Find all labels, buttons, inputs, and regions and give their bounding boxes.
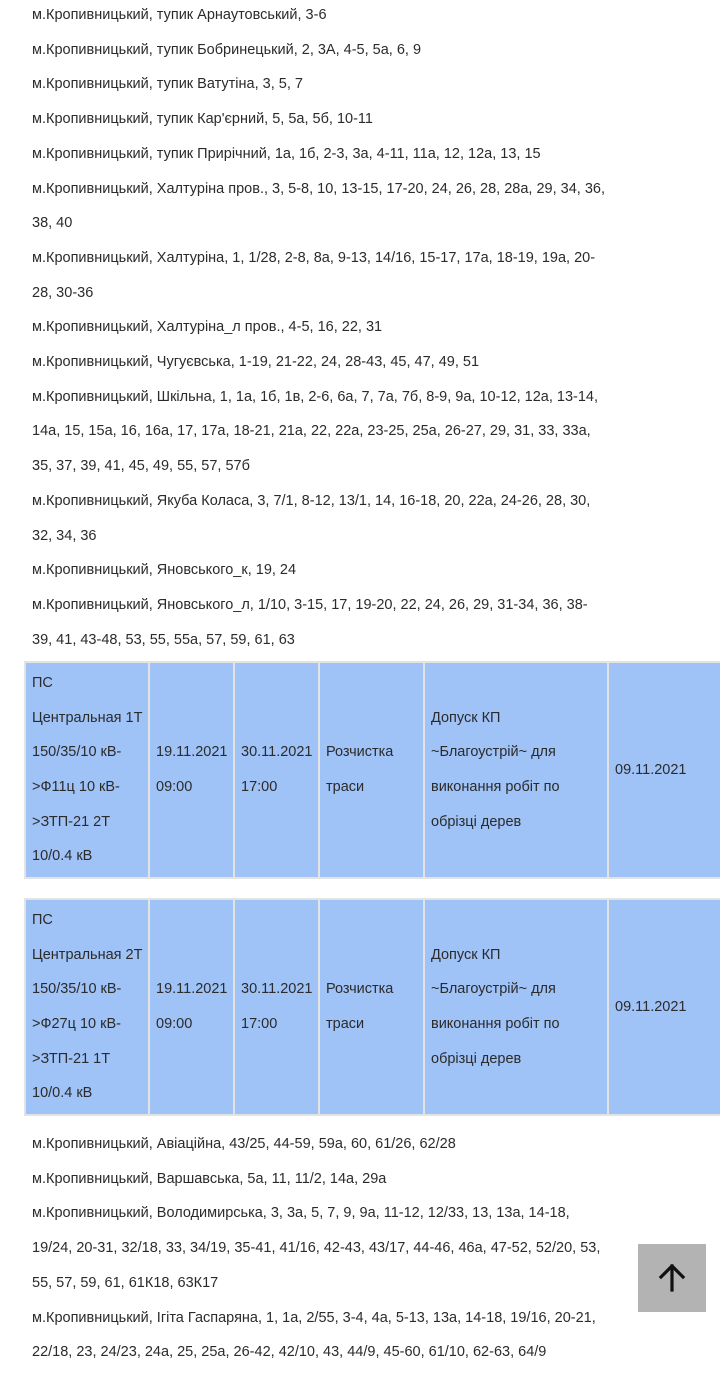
list-item: м.Кропивницький, Яновського_к, 19, 24	[32, 562, 297, 579]
list-item: м.Кропивницький, Шкільна, 1, 1а, 1б, 1в, 2-6, 6а, 7, 7а, 7б, 8-9, 9а, 10-12, 12а, 13-14, 14а, 15, 15а, 16, 16а, 17, 17а, 18-21, 21а, 22, 22а, 23-25, 25а, 26-27, 29, 31, 33, 33а, 35, 37, 39, 41, 45, 49, 55, 57, 57б	[32, 388, 598, 475]
list-item: м.Кропивницький, Ігіта Гаспаряна, 1, 1а, 2/55, 3-4, 4а, 5-13, 13а, 14-18, 19/16, 20-21, 22/18, 23, 24/23, 24а, 25, 25а, 26-42, 42/10, 43, 44/9, 45-60, 61/10, 62-63, 64/9	[32, 1309, 596, 1361]
list-item: м.Кропивницький, Халтуріна, 1, 1/28, 2-8, 8а, 9-13, 14/16, 15-17, 17а, 18-19, 19а, 20-28, 30-36	[32, 249, 596, 301]
arrow-up-icon	[657, 1263, 687, 1293]
address-list-top	[0, 0, 607, 657]
list-item: м.Кропивницький, Чугуєвська, 1-19, 21-22, 24, 28-43, 45, 47, 49, 51	[32, 354, 480, 371]
list-item: м.Кропивницький, тупик Кар'єрний, 5, 5а, 5б, 10-11	[32, 111, 373, 128]
object-cell: ПС Центральная 2Т 150/35/10 кВ- >Ф27ц 10 кВ- >ЗТП-21 1Т 10/0.4 кВ	[24, 898, 148, 1116]
date-cell: 09.11.2021	[607, 898, 720, 1116]
list-item: м.Кропивницький, Халтуріна_л пров., 4-5, 16, 22, 31	[32, 319, 383, 336]
end-cell: 30.11.2021 17:00	[233, 898, 318, 1116]
scroll-to-top-button[interactable]	[638, 1244, 706, 1312]
list-item: м.Кропивницький, Якуба Коласа, 3, 7/1, 8-12, 13/1, 14, 16-18, 20, 22а, 24-26, 28, 30, 32, 34, 36	[32, 492, 591, 544]
list-item: м.Кропивницький, тупик Прирічний, 1а, 1б, 2-3, 3а, 4-11, 11а, 12, 12а, 13, 15	[32, 145, 541, 162]
date-cell: 09.11.2021	[607, 661, 720, 879]
object-cell: ПС Центральная 1Т 150/35/10 кВ- >Ф11ц 10 кВ- >ЗТП-21 2Т 10/0.4 кВ	[24, 661, 148, 879]
note-cell: Допуск КП ~Благоустрій~ для виконання робіт по обрізці дерев	[423, 661, 607, 879]
list-item: м.Кропивницький, Володимирська, 3, 3а, 5, 7, 9, 9а, 11-12, 12/33, 13, 13а, 14-18, 19/24, 20-31, 32/18, 33, 34/19, 35-41, 41/16, 42-43, 43/17, 44-46, 46а, 47-52, 52/20, 53, 55, 57, 59, 61, 61К18, 63К17	[32, 1205, 601, 1291]
end-cell: 30.11.2021 17:00	[233, 661, 318, 879]
list-item: м.Кропивницький, Халтуріна пров., 3, 5-8, 10, 13-15, 17-20, 24, 26, 28, 28а, 29, 34, 36, 38, 40	[32, 180, 605, 232]
start-cell: 19.11.2021 09:00	[148, 661, 233, 879]
list-item: м.Кропивницький, тупик Бобринецький, 2, 3А, 4-5, 5а, 6, 9	[32, 41, 422, 58]
table-row	[24, 661, 720, 879]
list-item: м.Кропивницький, тупик Ватутіна, 3, 5, 7	[32, 76, 303, 93]
note-cell: Допуск КП ~Благоустрій~ для виконання робіт по обрізці дерев	[423, 898, 607, 1116]
address-list-bottom	[0, 1127, 607, 1370]
outage-table-row-1	[24, 661, 720, 879]
start-cell: 19.11.2021 09:00	[148, 898, 233, 1116]
list-item: м.Кропивницький, тупик Арнаутовський, 3-6	[32, 7, 327, 23]
list-item: м.Кропивницький, Яновського_л, 1/10, 3-15, 17, 19-20, 22, 24, 26, 29, 31-34, 36, 38-39, 41, 43-48, 53, 55, 55а, 57, 59, 61, 63	[32, 596, 588, 648]
list-item: м.Кропивницький, Авіаційна, 43/25, 44-59, 59а, 60, 61/26, 62/28	[32, 1136, 456, 1152]
table-row	[24, 898, 720, 1116]
list-item: м.Кропивницький, Варшавська, 5а, 11, 11/2, 14а, 29а	[32, 1170, 387, 1187]
work-cell: Розчистка траси	[318, 661, 423, 879]
outage-table-row-2	[24, 898, 720, 1116]
work-cell: Розчистка траси	[318, 898, 423, 1116]
